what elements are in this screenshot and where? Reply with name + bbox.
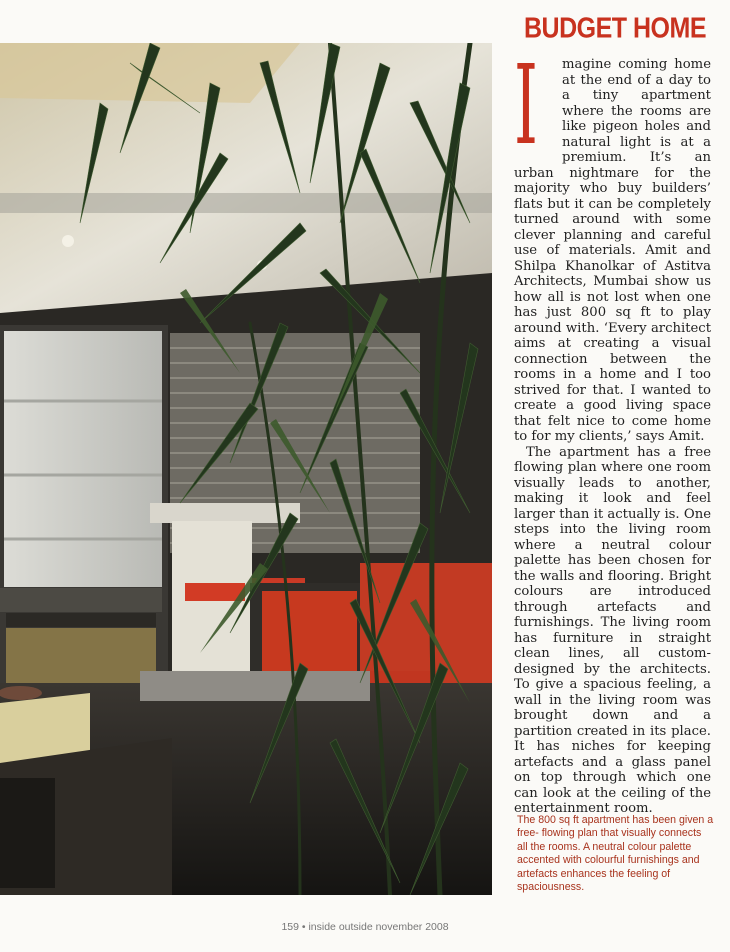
photo-caption: The 800 sq ft apartment has been given a free- flowing plan that visually connects all the rooms. A neutral colour palette accented with colourful furnishings and artefacts enhances the feeling of spaciousness.	[517, 814, 714, 894]
page-folio: 159 • inside outside november 2008	[281, 921, 449, 933]
interior-photo	[0, 43, 492, 895]
article-paragraph-1	[514, 41, 711, 445]
section-title: BUDGET HOME	[524, 12, 706, 45]
paragraph-1-text: magine coming home at the end of a day to a tiny apartment where the rooms are like pigeon holes and natural light is at a premium. It’s an urban nightmare for the majority who buy builders’ flats but it can be completely turned around with some clever planning and careful use of materials. Amit and Shilpa Khanolkar of Astitva Architects, Mumbai show us how all is not lost when one has just 800 sq ft to play around with. ‘Every architect aims at creating a visual connection between the rooms in a home and I too strived for that. I wanted to create a good living space that felt nice to come home to for my clients,’ says Amit.	[514, 57, 711, 444]
article-body	[514, 41, 711, 817]
article-paragraph-2: The apartment has a free flowing plan where one room visually leads to another, making it look and feel larger than it actually is. One steps into the living room where a neutral colour palette has been chosen for the walls and flooring. Bright colours are introduced through artefacts and furnishings. The living room has furniture in straight clean lines, all custom-designed by the architects. To give a spacious feeling, a wall in the living room was brought down and a partition created in its place. It has niches for keeping artefacts and a glass panel on top through which one can look at the ceiling of the entertainment room.	[514, 444, 711, 816]
drop-cap: I	[514, 41, 538, 169]
